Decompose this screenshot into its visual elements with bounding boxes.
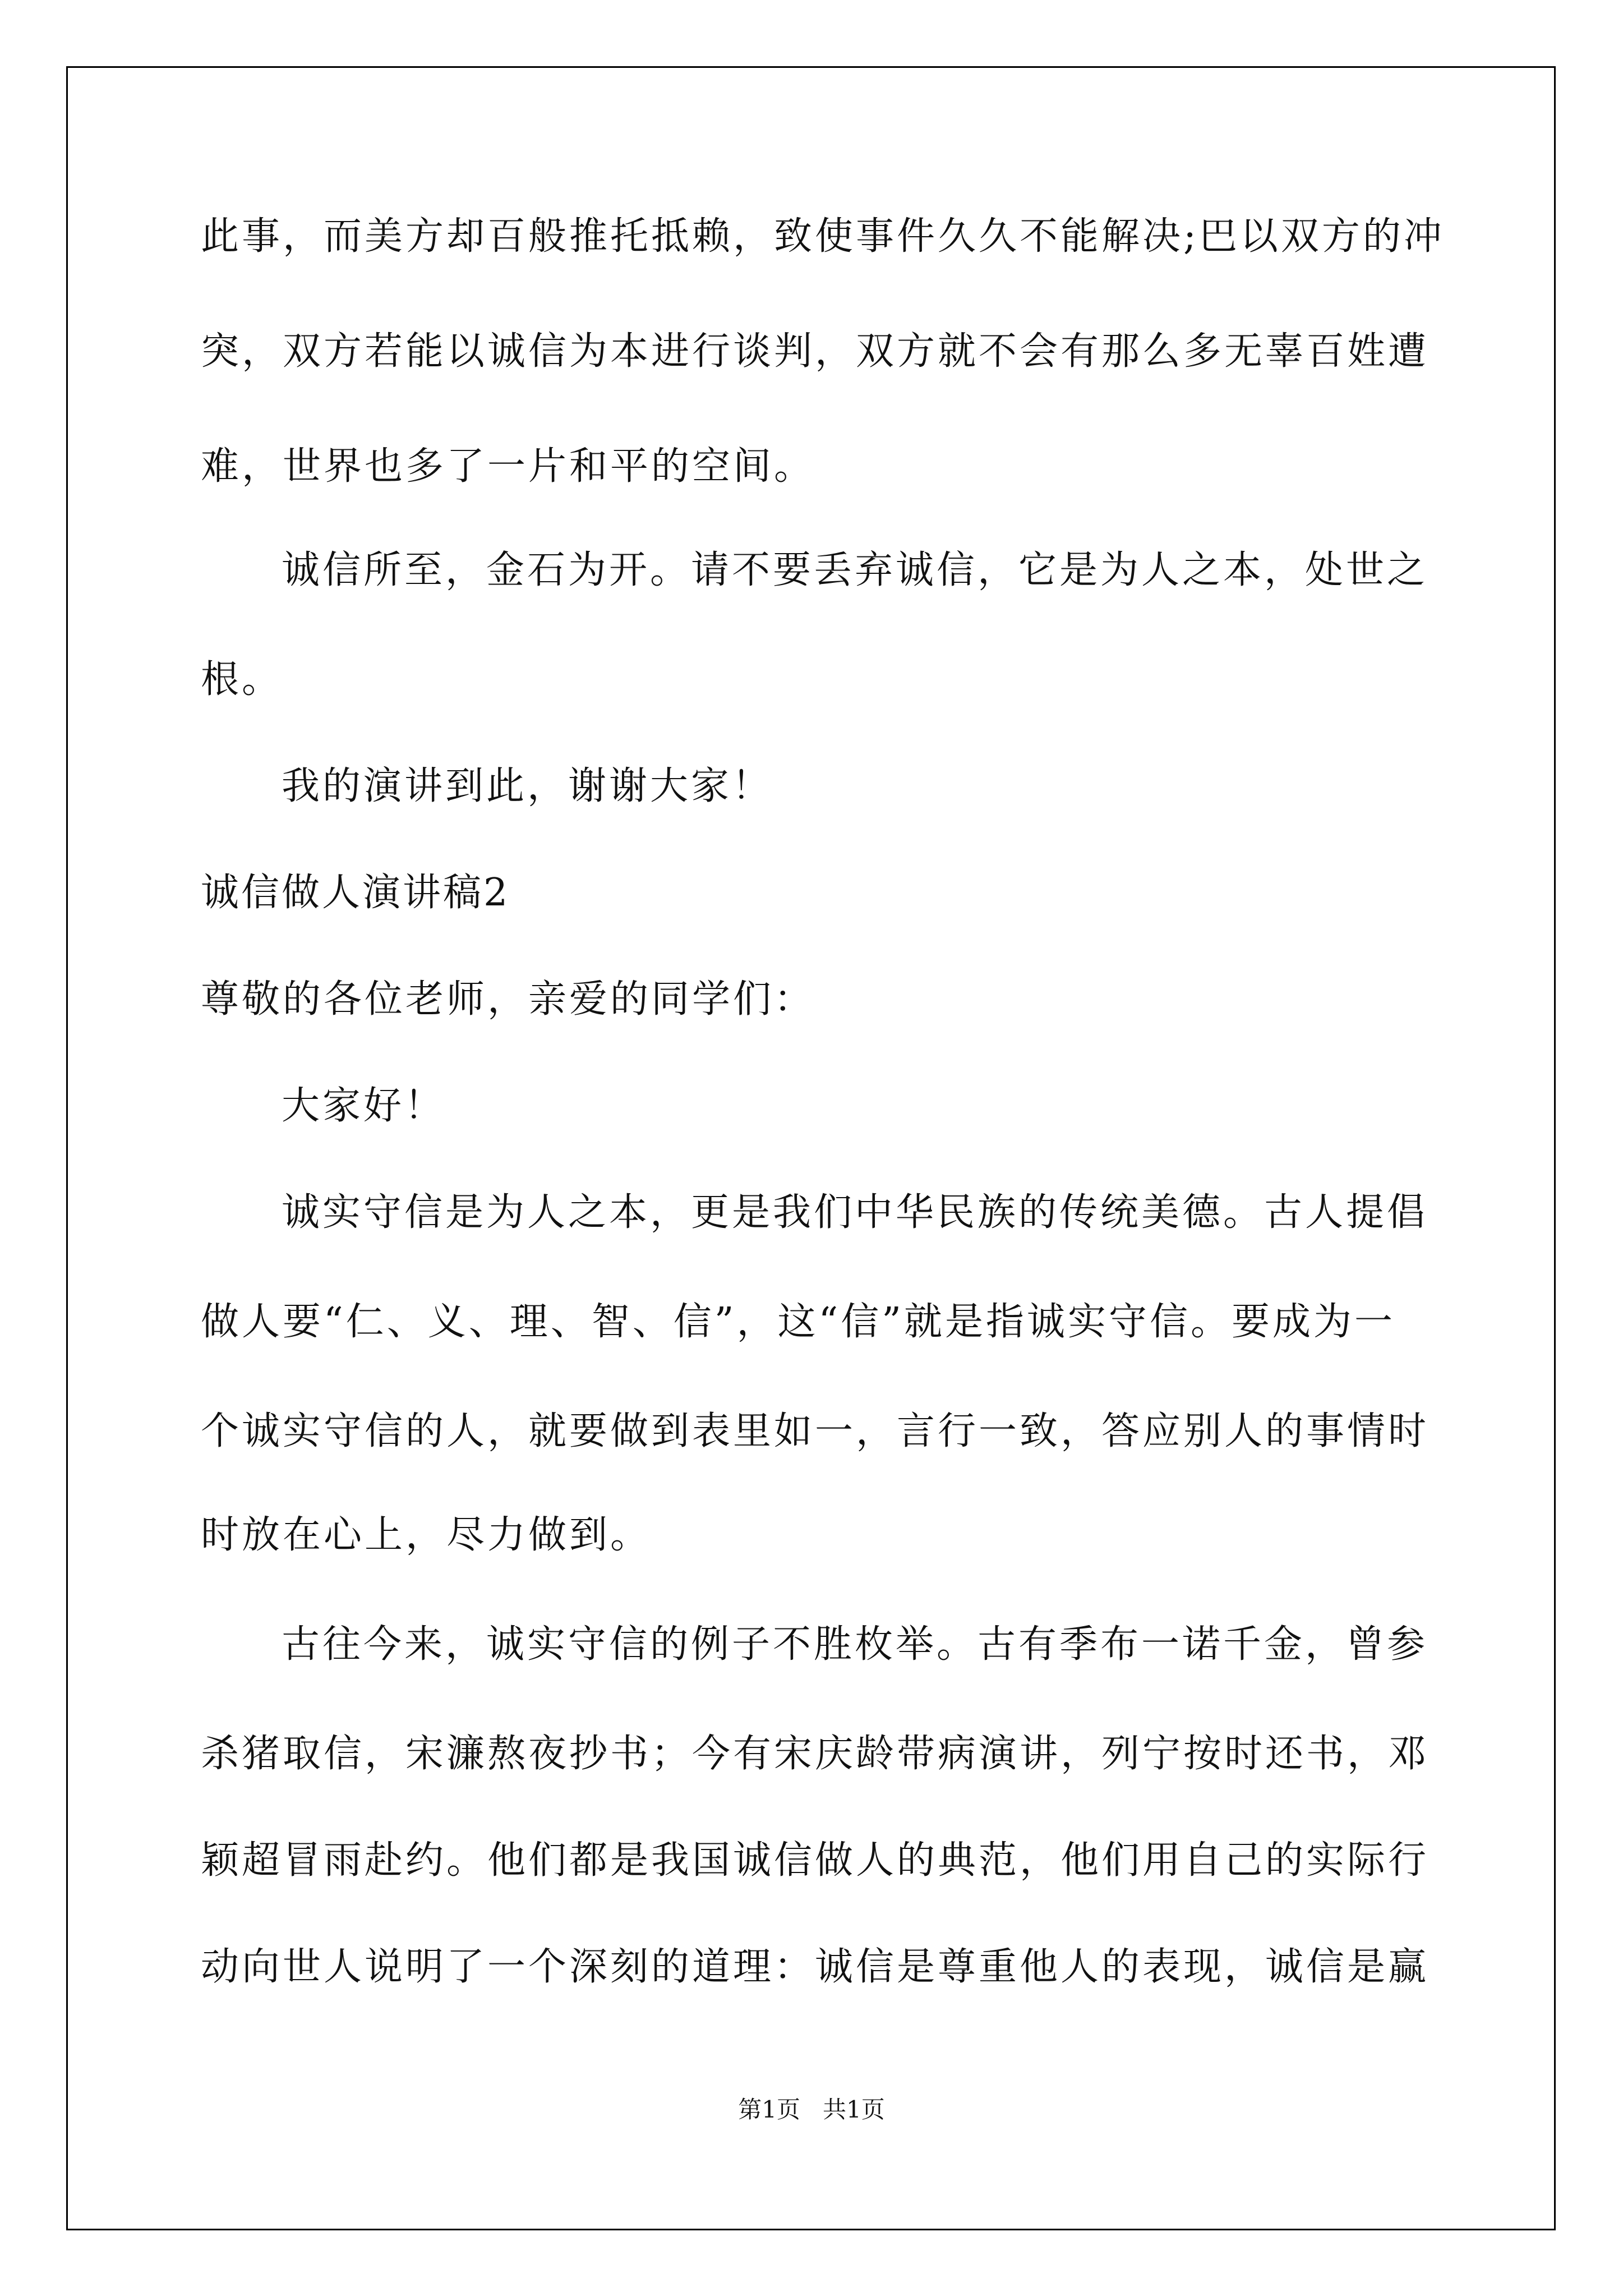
body-line: 古往今来，诚实守信的例子不胜枚举。古有季布一诺千金，曾参 [282,1622,1428,1667]
body-line: 杀猪取信，宋濂熬夜抄书；今有宋庆龄带病演讲，列宁按时还书，邓 [201,1732,1430,1776]
body-line: 动向世人说明了一个深刻的道理：诚信是尊重他人的表现，诚信是赢 [201,1945,1430,1989]
greeting-line: 大家好！ [282,1084,446,1128]
body-line: 难，世界也多了一片和平的空间。 [201,444,815,489]
body-line: 根。 [201,657,283,702]
page-number-footer: 第1页 共1页 [738,2096,885,2123]
body-line: 颖超冒雨赴约。他们都是我国诚信做人的典范，他们用自己的实际行 [201,1838,1430,1883]
body-line: 我的演讲到此，谢谢大家！ [282,764,773,808]
page-border [66,66,1556,2230]
body-line: 做人要“仁、义、理、智、信”，这“信”就是指诚实守信。要成为一 [201,1300,1396,1344]
body-line: 突，双方若能以诚信为本进行谈判，双方就不会有那么多无辜百姓遭 [201,329,1430,374]
body-line: 时放在心上，尽力做到。 [201,1513,652,1557]
section-heading: 诚信做人演讲稿2 [201,871,510,915]
body-line: 诚信所至，金石为开。请不要丢弃诚信，它是为人之本，处世之 [282,548,1428,592]
body-line: 个诚实守信的人，就要做到表里如一，言行一致，答应别人的事情时 [201,1409,1430,1453]
body-line: 诚实守信是为人之本，更是我们中华民族的传统美德。古人提倡 [282,1190,1428,1235]
body-line: 此事，而美方却百般推托抵赖，致使事件久久不能解决;巴以双方的冲 [201,214,1445,259]
salutation-line: 尊敬的各位老师，亲爱的同学们： [201,977,815,1022]
